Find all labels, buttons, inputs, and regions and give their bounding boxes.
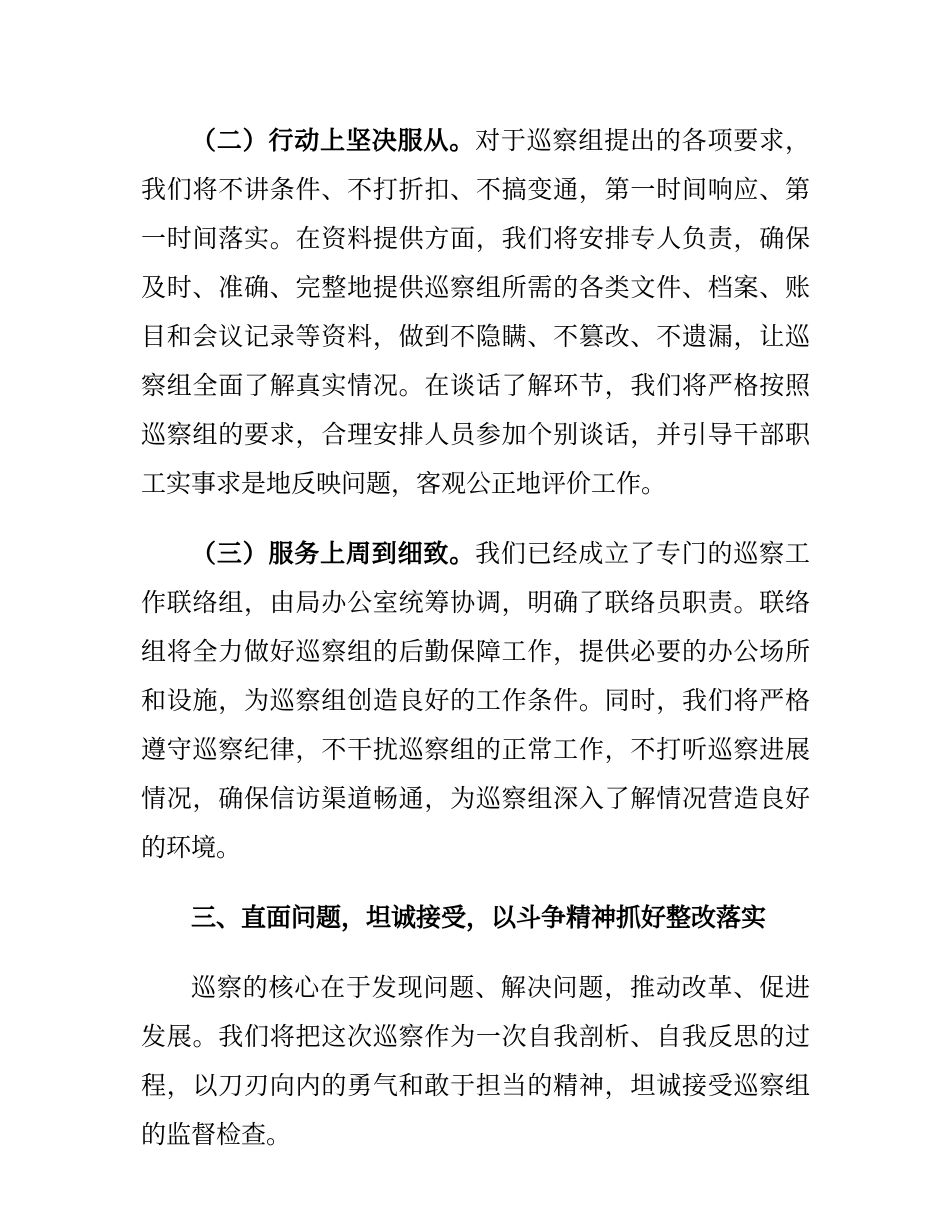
paragraph-section-2 [141, 117, 810, 509]
paragraph-section-3-lead: （三）服务上周到细致。 [191, 540, 476, 568]
paragraph-section-2-lead: （二）行动上坚决服从。 [191, 127, 476, 155]
paragraph-closing-text: 巡察的核心在于发现问题、解决问题，推动改革、促进发展。我们将把这次巡察作为一次自我剖析、自我反思的过程，以刀刃向内的勇气和敢于担当的精神，坦诚接受巡察组的监督检查。 [141, 975, 810, 1149]
paragraph-section-3-text: 我们已经成立了专门的巡察工作联络组，由局办公室统筹协调，明确了联络员职责。联络组将全力做好巡察组的后勤保障工作，提供必要的办公场所和设施，为巡察组创造良好的工作条件。同时，我们将严格遵守巡察纪律，不干扰巡察组的正常工作，不打听巡察进展情况，确保信访渠道畅通，为巡察组深入了解情况营造良好的环境。 [141, 541, 810, 862]
section-heading-three: 三、直面问题，坦诚接受，以斗争精神抓好整改落实 [191, 904, 767, 932]
paragraph-closing [141, 964, 810, 1160]
paragraph-section-2-text: 对于巡察组提出的各项要求，我们将不讲条件、不打折扣、不搞变通，第一时间响应、第一时间落实。在资料提供方面，我们将安排专人负责，确保及时、准确、完整地提供巡察组所需的各类文件、档案、账目和会议记录等资料，做到不隐瞒、不篡改、不遗漏，让巡察组全面了解真实情况。在谈话了解环节，我们将严格按照巡察组的要求，合理安排人员参加个别谈话，并引导干部职工实事求是地反映问题，客观公正地评价工作。 [141, 128, 810, 498]
paragraph-section-3 [141, 530, 810, 873]
